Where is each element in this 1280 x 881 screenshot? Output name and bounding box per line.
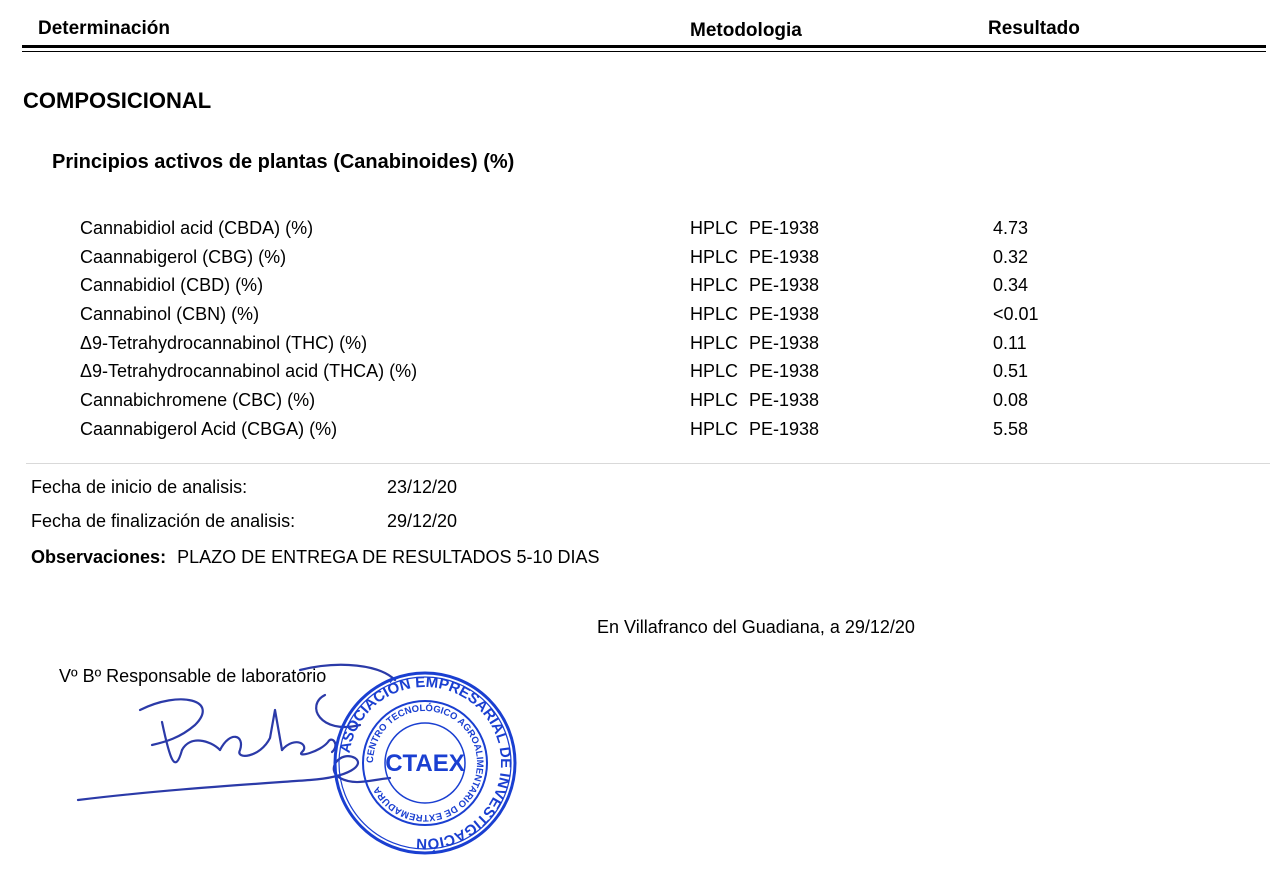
result-value: <0.01 [993,304,1039,325]
methodology: HPLC PE-1938 [690,218,820,238]
methodology: HPLC PE-1938 [690,304,820,325]
start-date-label: Fecha de inicio de analisis: [31,477,248,497]
end-date-label: Fecha de finalización de analisis: [31,511,296,531]
determination-name: Cannabidiol acid (CBDA) (%) [80,218,314,238]
svg-text:CTAEX: CTAEX [385,750,465,777]
header-rule-bottom [22,51,1266,52]
column-header-determination: Determinación [38,18,170,39]
table-row [0,358,1280,387]
table-row [0,301,1280,330]
place-date: En Villafranco del Guadiana, a 29/12/20 [597,617,915,637]
column-header-result: Resultado [988,18,1080,39]
result-value: 0.11 [993,332,1027,353]
section-title: COMPOSICIONAL [23,88,212,113]
results-table [0,215,1280,445]
table-row [0,244,1280,273]
methodology: HPLC PE-1938 [690,332,820,353]
observations-label: Observaciones: [31,547,167,567]
methodology: HPLC PE-1938 [690,275,820,296]
ctaex-stamp [330,668,520,858]
observations [31,547,600,568]
result-value: 4.73 [993,218,1029,238]
table-row [0,387,1280,416]
determination-name: Δ9-Tetrahydrocannabinol (THC) (%) [80,332,368,353]
determination-name: Cannabichromene (CBC) (%) [80,390,316,411]
table-row [0,272,1280,301]
result-value: 5.58 [993,418,1029,439]
start-date-value: 23/12/20 [387,477,458,497]
methodology: HPLC PE-1938 [690,418,820,439]
methodology: HPLC PE-1938 [690,390,820,411]
signoff-label: Vº Bº Responsable de laboratorio [59,666,327,686]
result-value: 0.32 [993,246,1029,267]
methodology: HPLC PE-1938 [690,361,820,382]
result-value: 0.34 [993,275,1029,296]
section-divider [26,463,1270,464]
observations-text: PLAZO DE ENTREGA DE RESULTADOS 5-10 DIAS [177,547,600,567]
table-row [0,215,1280,244]
svg-text:ASOCIACIÓN EMPRESARIAL DE INVE: ASOCIACIÓN EMPRESARIAL DE INVESTIGACIÓN [336,673,515,853]
determination-name: Cannabidiol (CBD) (%) [80,275,264,296]
determination-name: Cannabinol (CBN) (%) [80,304,260,325]
determination-name: Δ9-Tetrahydrocannabinol acid (THCA) (%) [80,361,418,382]
determination-name: Caannabigerol (CBG) (%) [80,246,287,267]
table-row [0,416,1280,445]
result-value: 0.51 [993,361,1029,382]
table-row [0,330,1280,359]
column-header-methodology: Metodologia [690,20,802,41]
determination-name: Caannabigerol Acid (CBGA) (%) [80,418,338,439]
header-rule-top [22,45,1266,48]
svg-text:CENTRO TECNOLÓGICO AGROALIMENT: CENTRO TECNOLÓGICO AGROALIMENTARIO DE EXTREMADURA [364,702,486,824]
section-subtitle: Principios activos de plantas (Canabinoides) (%) [52,151,515,173]
methodology: HPLC PE-1938 [690,246,820,267]
result-value: 0.08 [993,390,1029,411]
end-date-value: 29/12/20 [387,511,458,531]
